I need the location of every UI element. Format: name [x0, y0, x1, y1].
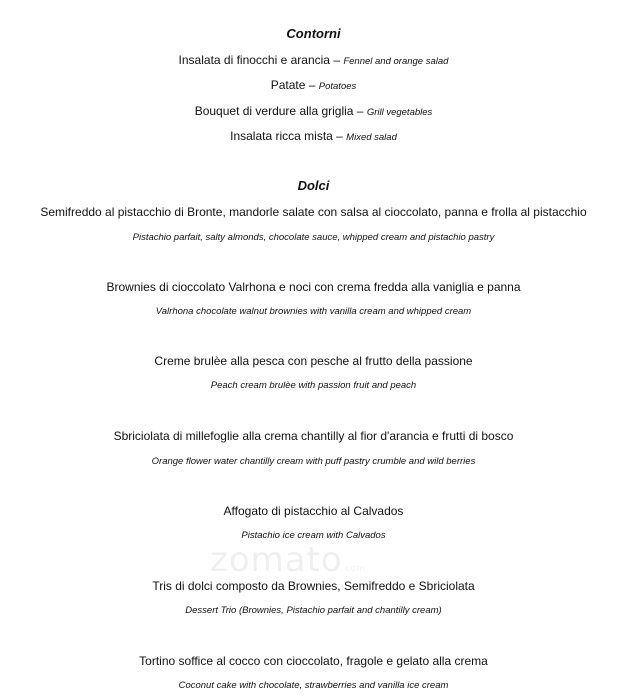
item-english: Fennel and orange salad	[343, 56, 449, 67]
contorni-item	[0, 52, 627, 70]
item-separator: –	[305, 78, 319, 92]
dolci-item-english: Coconut cake with chocolate, strawberries and vanilla ice cream	[178, 680, 449, 691]
zomato-watermark	[210, 540, 365, 580]
item-english: Mixed salad	[346, 132, 397, 143]
item-english: Potatoes	[318, 81, 357, 92]
item-italian: Insalata di finocchi e arancia	[178, 53, 330, 67]
dolci-item-italian: Tris di dolci composto da Brownies, Semifreddo e Sbriciolata	[152, 579, 475, 593]
section-title-contorni: Contorni	[286, 26, 341, 41]
dolci-item-english: Valrhona chocolate walnut brownies with vanilla cream and whipped cream	[155, 306, 472, 317]
item-italian: Patate	[270, 78, 306, 92]
dolci-item-italian: Semifreddo al pistacchio di Bronte, mandorle salate con salsa al cioccolato, panna e frolla al pistacchio	[40, 205, 587, 219]
dolci-item-italian: Brownies di cioccolato Valrhona e noci con crema fredda alla vaniglia e panna	[106, 280, 521, 294]
item-italian: Insalata ricca mista	[230, 129, 333, 143]
dolci-item-english: Orange flower water chantilly cream with puff pastry crumble and wild berries	[151, 456, 476, 467]
watermark-text: zomato	[210, 540, 343, 580]
contorni-item	[0, 77, 627, 95]
item-separator: –	[329, 53, 344, 67]
dolci-item-english: Dessert Trio (Brownies, Pistachio parfait and chantilly cream)	[185, 605, 442, 616]
dolci-item-italian: Tortino soffice al cocco con cioccolato, fragole e gelato alla crema	[139, 654, 488, 668]
watermark-suffix: .com	[342, 564, 365, 574]
item-english: Grill vegetables	[366, 107, 433, 118]
dolci-item-italian: Sbriciolata di millefoglie alla crema chantilly al fior d'arancia e frutti di bosco	[113, 429, 514, 443]
item-separator: –	[353, 104, 367, 118]
item-separator: –	[332, 129, 347, 143]
dolci-item-italian: Creme brulèe alla pesca con pesche al frutto della passione	[154, 354, 473, 368]
dolci-item-english: Peach cream brulèe with passion fruit and peach	[210, 380, 417, 391]
item-italian: Bouquet di verdure alla griglia	[194, 104, 354, 118]
dolci-item-english: Pistachio parfait, salty almonds, chocolate sauce, whipped cream and pistachio pastry	[132, 232, 495, 243]
dolci-item-italian: Affogato di pistacchio al Calvados	[223, 504, 404, 518]
section-title-dolci: Dolci	[297, 178, 330, 193]
dolci-item-english: Pistachio ice cream with Calvados	[241, 530, 386, 541]
contorni-item	[0, 103, 627, 121]
contorni-item	[0, 128, 627, 146]
